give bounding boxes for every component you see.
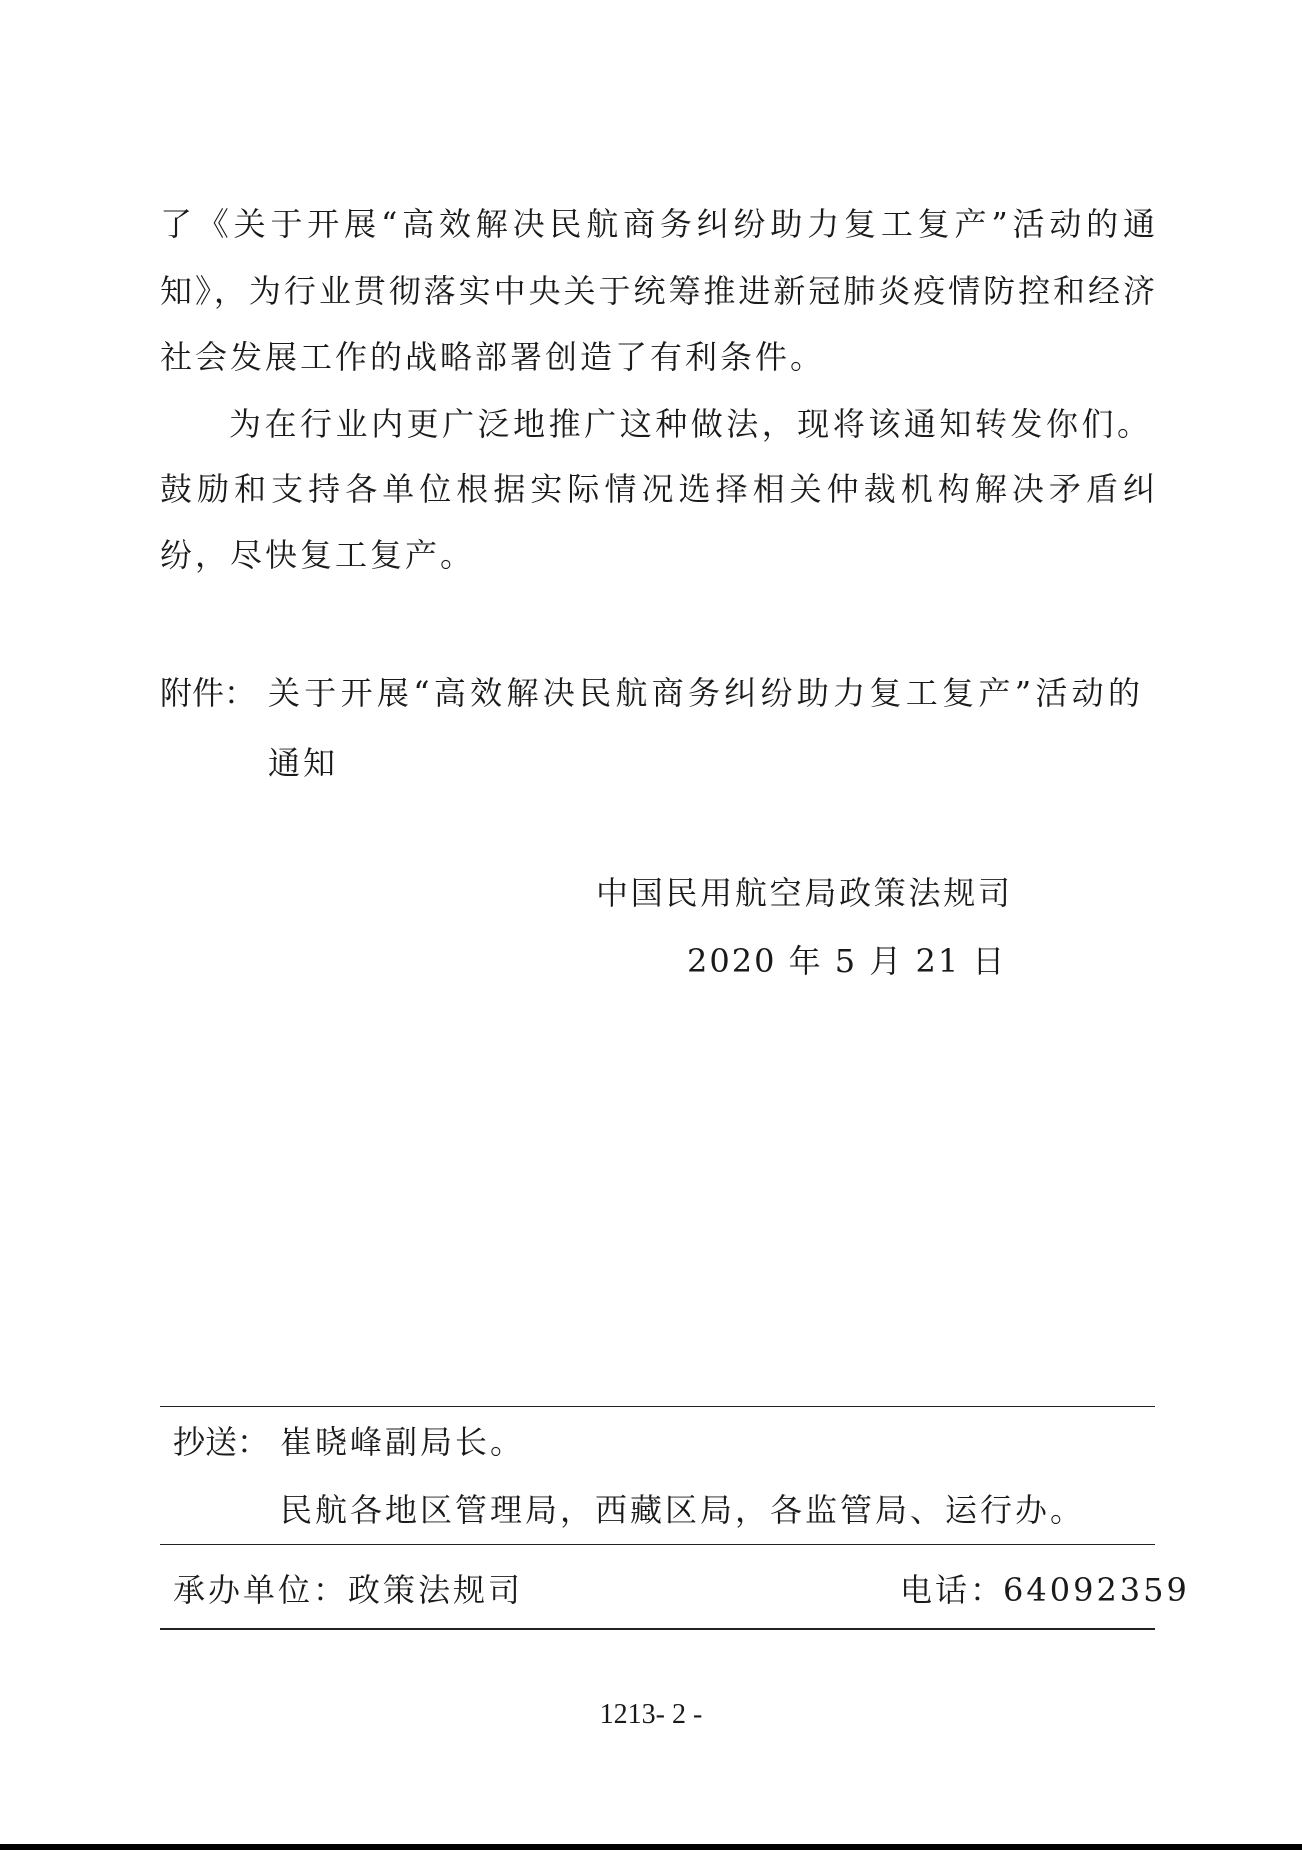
signature-date: 2020 年 5 月 21 日 (687, 942, 1007, 980)
footer-rule-top (160, 1406, 1155, 1407)
body-line-2: 知》，为行业贯彻落实中央关于统筹推进新冠肺炎疫情防控和经济 (160, 272, 1155, 310)
body-line-5: 鼓励和支持各单位根据实际情况选择相关仲裁机构解决矛盾纠 (160, 470, 1155, 508)
handler-label: 承办单位： (173, 1571, 349, 1609)
cc-label: 抄送： (173, 1423, 270, 1461)
attachment-title-line-2: 通知 (268, 744, 339, 782)
body-line-3: 社会发展工作的战略部署创造了有利条件。 (160, 338, 826, 376)
cc-line-1: 崔晓峰副局长。 (280, 1423, 526, 1461)
body-line-6: 纷，尽快复工复产。 (160, 536, 476, 574)
footer-rule-bottom (160, 1628, 1155, 1630)
body-line-1: 了《关于开展“高效解决民航商务纠纷助力复工复产”活动的通 (160, 205, 1155, 243)
attachment-label: 附件： (160, 674, 257, 712)
page-number: 1213- 2 - (599, 1699, 703, 1730)
phone-label: 电话： (900, 1571, 1006, 1609)
page-bottom-edge (0, 1844, 1302, 1850)
body-line-4: 为在行业内更广泛地推广这种做法，现将该通知转发你们。 (229, 405, 1149, 443)
phone-value: 64092359 (1003, 1571, 1190, 1609)
cc-line-2: 民航各地区管理局，西藏区局，各监管局、运行办。 (280, 1491, 1086, 1529)
signature-org: 中国民用航空局政策法规司 (596, 874, 1010, 912)
attachment-title-line-1: 关于开展“高效解决民航商务纠纷助力复工复产”活动的 (268, 674, 1140, 712)
footer-rule-middle (160, 1544, 1155, 1545)
handler-value: 政策法规司 (348, 1571, 524, 1609)
